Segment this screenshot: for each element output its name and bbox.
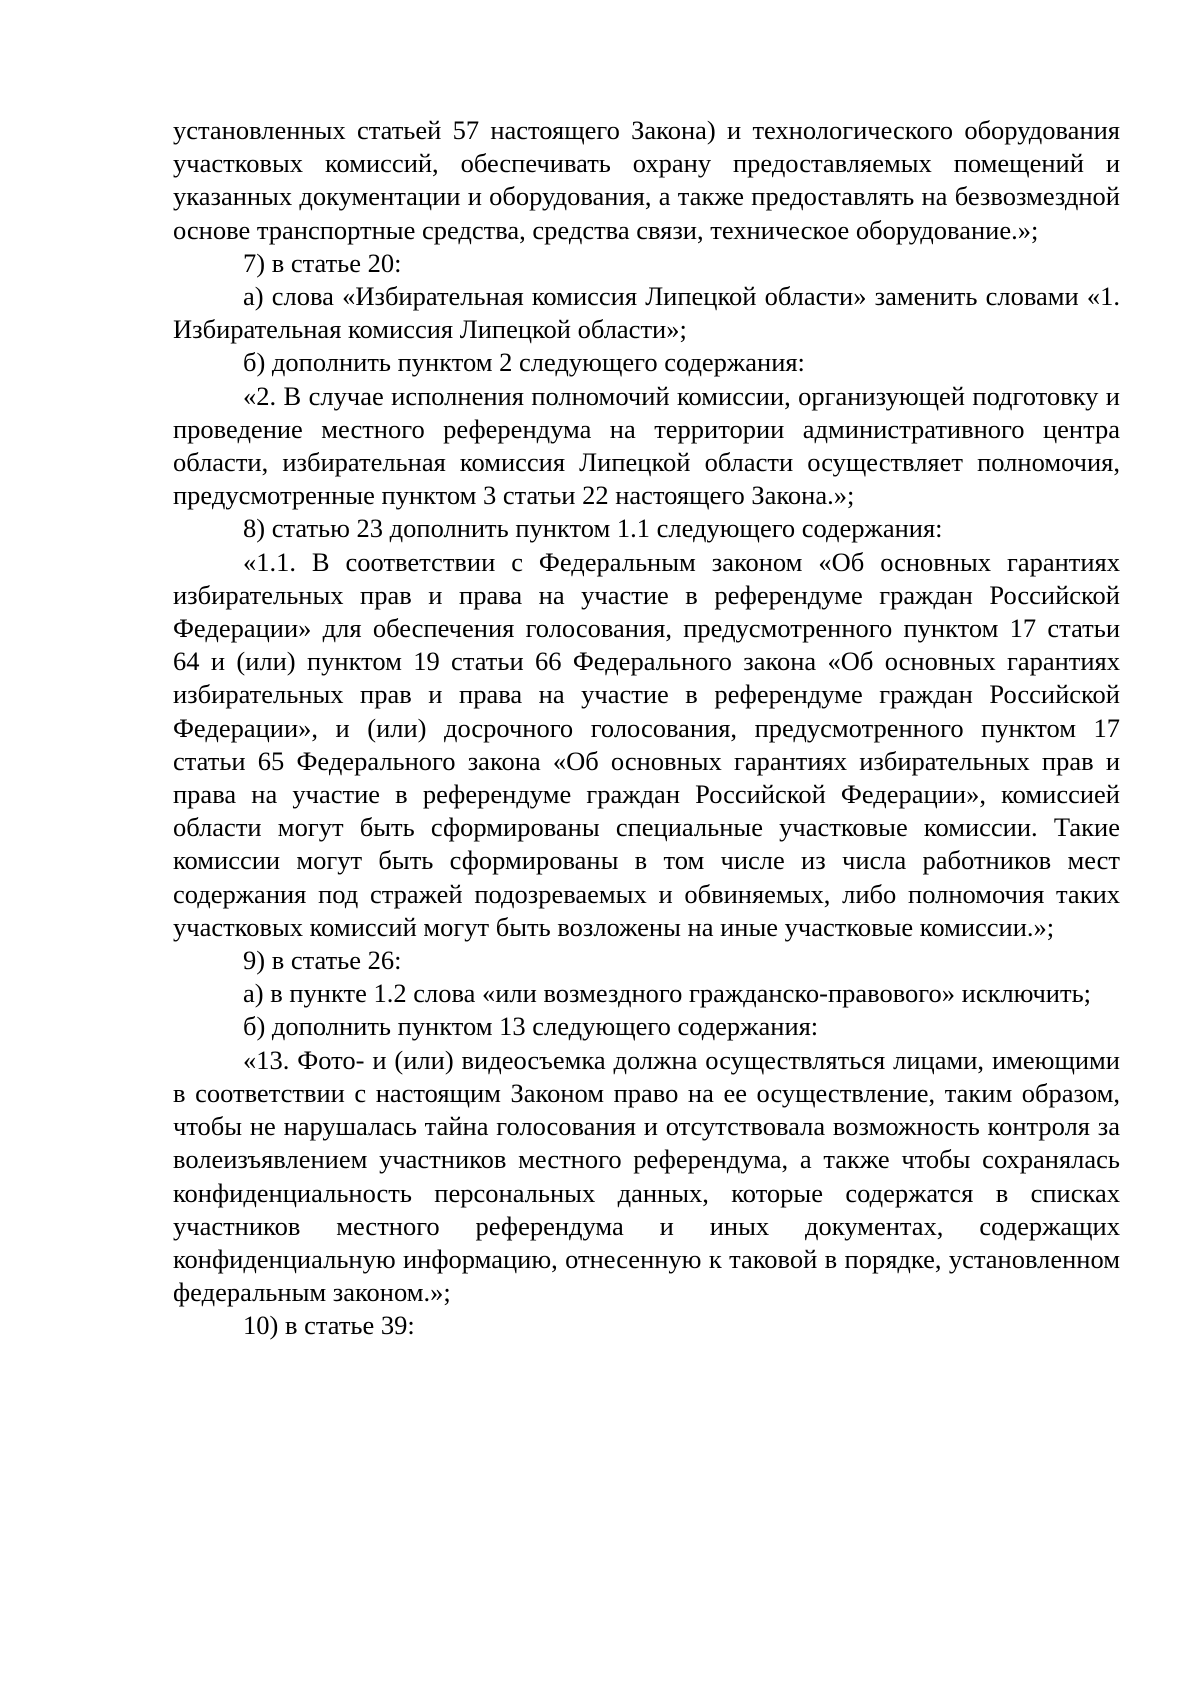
paragraph-item-8: 8) статью 23 дополнить пунктом 1.1 следующего содержания: [243, 513, 943, 544]
paragraph-quote-point-2: «2. В случае исполнения полномочий комиссии, организующей подготовку и проведение местного референдума на территории административного центра области, избирательная комиссия Липецкой области осуществляет полномочия, предусмотренные пунктом 3 статьи 22 настоящего Закона.»; [173, 380, 1120, 511]
paragraph-item-7: 7) в статье 20: [243, 247, 402, 278]
paragraph-quote-point-13: «13. Фото- и (или) видеосъемка должна осуществляться лицами, имеющими в соответствии с настоящим Законом право на ее осуществление, таким образом, чтобы не нарушалась тайна голосования и отсутствовала возможность контроля за волеизъявлением участников местного референдума, а также чтобы сохранялась конфиденциальность персональных данных, которые содержатся в списках участников местного референдума и иных документах, содержащих конфиденциальную информацию, отнесенную к таковой в порядке, установленном федеральным законом.»; [173, 1044, 1120, 1308]
paragraph-item-7a: а) слова «Избирательная комиссия Липецкой области» заменить словами «1. Избирательная комиссия Липецкой области»; [173, 281, 1120, 345]
paragraph-item-9b: б) дополнить пунктом 13 следующего содержания: [243, 1011, 819, 1042]
paragraph-item-9: 9) в статье 26: [243, 945, 402, 976]
paragraph-item-10: 10) в статье 39: [243, 1310, 415, 1341]
paragraph-item-9a: а) в пункте 1.2 слова «или возмездного гражданско-правового» исключить; [243, 978, 1092, 1009]
paragraph-quote-point-1-1: «1.1. В соответствии с Федеральным законом «Об основных гарантиях избирательных прав и права на участие в референдуме граждан Российской Федерации» для обеспечения голосования, предусмотренного пунктом 17 статьи 64 и (или) пунктом 19 статьи 66 Федерального закона «Об основных гарантиях избирательных прав и права на участие в референдуме граждан Российской Федерации», и (или) досрочного голосования, предусмотренного пунктом 17 статьи 65 Федерального закона «Об основных гарантиях избирательных прав и права на участие в референдуме граждан Российской Федерации», комиссией области могут быть сформированы специальные участковые комиссии. Такие комиссии могут быть сформированы в том числе из числа работников мест содержания под стражей подозреваемых и обвиняемых, либо полномочия таких участковых комиссий могут быть возложены на иные участковые комиссии.»; [173, 546, 1120, 942]
document-body [173, 114, 1120, 1343]
paragraph-continuation: установленных статьей 57 настоящего Закона) и технологического оборудования участковых комиссий, обеспечивать охрану предоставляемых помещений и указанных документации и оборудования, а также предоставлять на безвозмездной основе транспортные средства, средства связи, техническое оборудование.»; [173, 115, 1120, 245]
paragraph-item-7b: б) дополнить пунктом 2 следующего содержания: [243, 347, 805, 378]
